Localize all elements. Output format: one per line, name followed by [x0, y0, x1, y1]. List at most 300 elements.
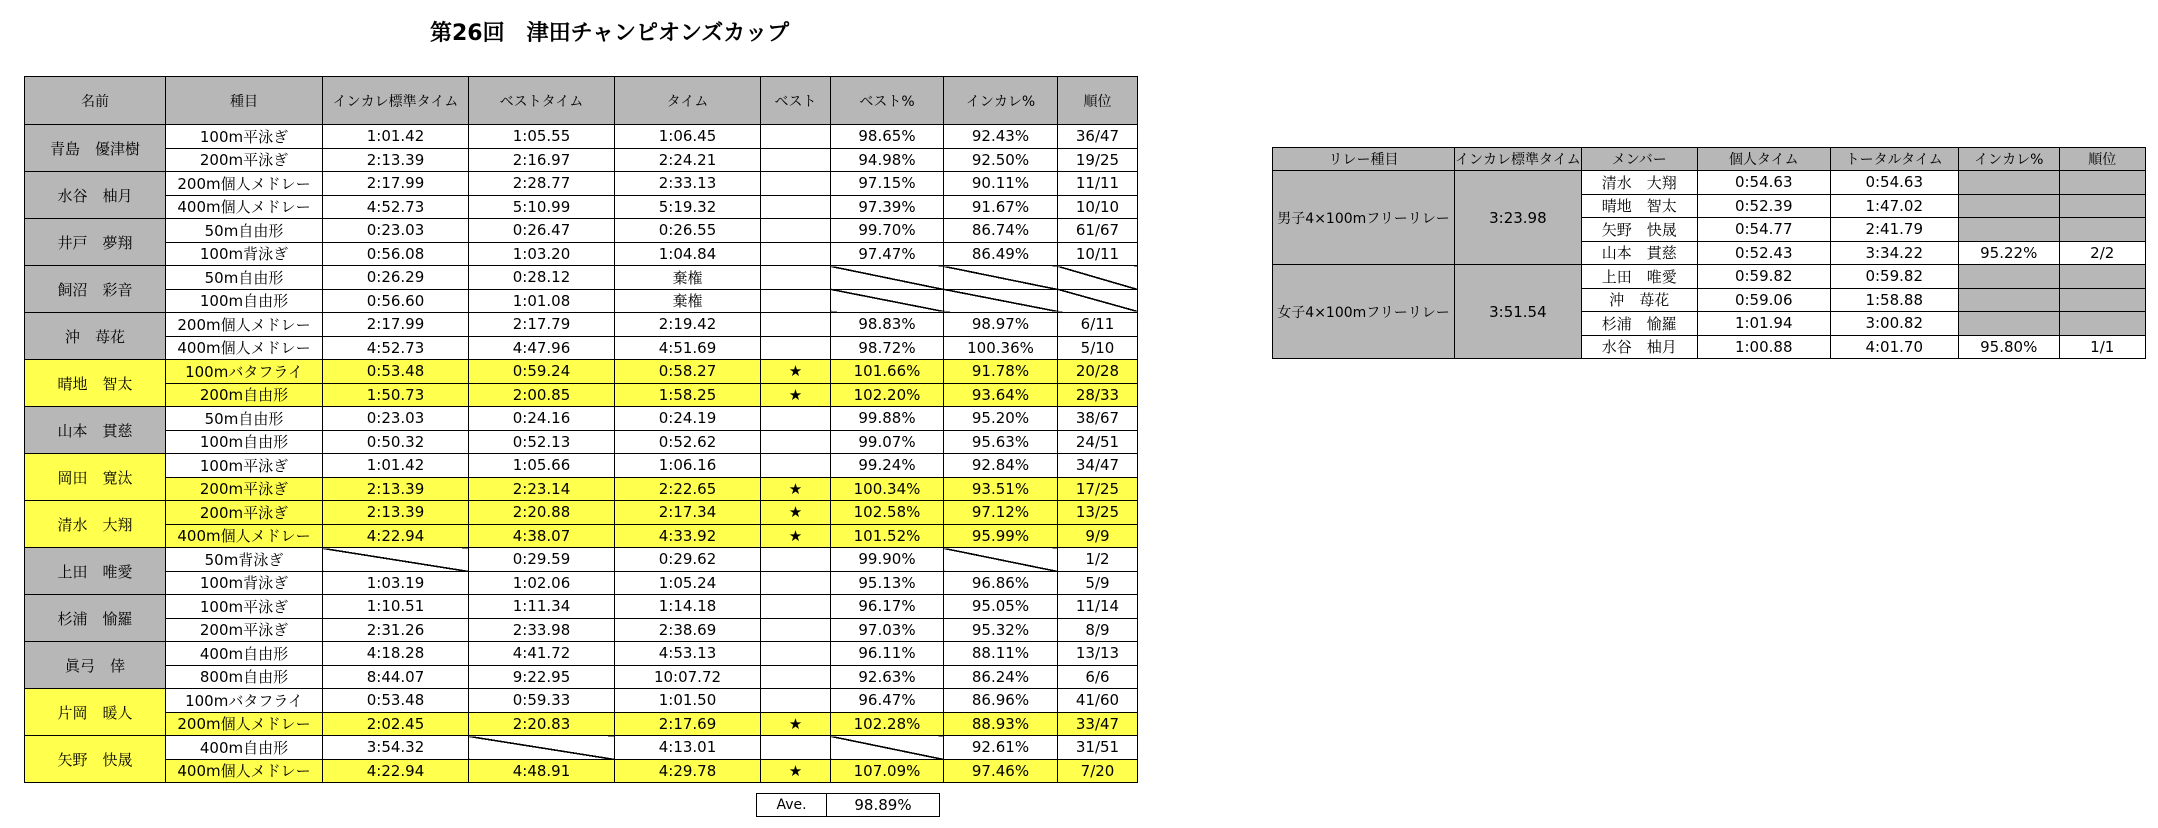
cell-std: 1:01.42	[323, 125, 469, 149]
cell-rank: 20/28	[1058, 360, 1138, 384]
cell-bestpct: 99.90%	[831, 548, 944, 572]
cell-incpct: 91.67%	[944, 195, 1058, 219]
cell-star	[761, 172, 831, 196]
cell-std: 0:56.60	[323, 289, 469, 313]
cell-bestpct: 98.65%	[831, 125, 944, 149]
relay-event: 男子4×100mフリーリレー	[1273, 171, 1455, 265]
cell-incpct: 93.51%	[944, 477, 1058, 501]
cell-best: 0:52.13	[469, 430, 615, 454]
cell-best: 4:41.72	[469, 642, 615, 666]
cell-star	[761, 125, 831, 149]
relay-col-header: インカレ標準タイム	[1455, 148, 1582, 171]
cell-rank: 5/9	[1058, 571, 1138, 595]
cell-bestpct: 92.63%	[831, 665, 944, 689]
cell-bestpct: 96.17%	[831, 595, 944, 619]
cell-best: 0:59.33	[469, 689, 615, 713]
cell-event: 50m自由形	[166, 266, 323, 290]
cell-bestpct: 97.39%	[831, 195, 944, 219]
cell-best: 0:59.24	[469, 360, 615, 384]
cell-bestpct	[831, 266, 944, 290]
cell-event: 400m自由形	[166, 642, 323, 666]
cell-incpct: 92.84%	[944, 454, 1058, 478]
cell-best: 1:05.66	[469, 454, 615, 478]
cell-event: 100m平泳ぎ	[166, 125, 323, 149]
cell-time: 4:33.92	[615, 524, 761, 548]
cell-event: 50m背泳ぎ	[166, 548, 323, 572]
cell-rank: 7/20	[1058, 759, 1138, 783]
cell-best: 4:47.96	[469, 336, 615, 360]
swimmer-name: 沖 苺花	[25, 313, 166, 360]
cell-star	[761, 195, 831, 219]
relay-split: 0:54.77	[1697, 218, 1830, 242]
cell-time: 1:04.84	[615, 242, 761, 266]
cell-incpct: 88.93%	[944, 712, 1058, 736]
cell-time: 0:58.27	[615, 360, 761, 384]
cell-std: 4:52.73	[323, 336, 469, 360]
cell-bestpct: 102.58%	[831, 501, 944, 525]
cell-time: 2:17.34	[615, 501, 761, 525]
cell-best: 2:33.98	[469, 618, 615, 642]
cell-time: 1:01.50	[615, 689, 761, 713]
cell-rank: 36/47	[1058, 125, 1138, 149]
cell-time: 2:19.42	[615, 313, 761, 337]
cell-star	[761, 736, 831, 760]
cell-star	[761, 595, 831, 619]
cell-time: 1:58.25	[615, 383, 761, 407]
swimmer-name: 上田 唯愛	[25, 548, 166, 595]
cell-event: 100m自由形	[166, 430, 323, 454]
table-row	[25, 360, 1138, 384]
cell-event: 400m個人メドレー	[166, 524, 323, 548]
cell-std: 2:17.99	[323, 172, 469, 196]
relay-total: 4:01.70	[1830, 335, 1958, 359]
cell-std: 1:10.51	[323, 595, 469, 619]
table-row	[25, 148, 1138, 172]
cell-event: 100mバタフライ	[166, 689, 323, 713]
relay-empty-cell	[1958, 194, 2059, 218]
average-label: Ave.	[757, 794, 827, 817]
cell-bestpct: 101.52%	[831, 524, 944, 548]
relay-member: 山本 貫慈	[1581, 241, 1697, 265]
table-row	[25, 548, 1138, 572]
relay-split: 0:59.06	[1697, 288, 1830, 312]
cell-std: 2:13.39	[323, 501, 469, 525]
cell-std: 0:53.48	[323, 360, 469, 384]
cell-best: 0:24.16	[469, 407, 615, 431]
relay-empty-cell	[2059, 265, 2145, 289]
cell-incpct: 88.11%	[944, 642, 1058, 666]
swimmer-name: 井戸 夢翔	[25, 219, 166, 266]
cell-incpct: 86.49%	[944, 242, 1058, 266]
relay-empty-cell	[1958, 171, 2059, 195]
average-value: 98.89%	[827, 794, 940, 817]
cell-incpct: 95.99%	[944, 524, 1058, 548]
cell-rank: 9/9	[1058, 524, 1138, 548]
cell-event: 100mバタフライ	[166, 360, 323, 384]
table-row	[25, 571, 1138, 595]
cell-rank: 31/51	[1058, 736, 1138, 760]
swimmer-name: 岡田 寛汰	[25, 454, 166, 501]
cell-std: 0:53.48	[323, 689, 469, 713]
relay-split: 0:52.43	[1697, 241, 1830, 265]
cell-star	[761, 548, 831, 572]
cell-rank: 1/2	[1058, 548, 1138, 572]
cell-incpct: 86.74%	[944, 219, 1058, 243]
cell-std: 0:23.03	[323, 219, 469, 243]
cell-star	[761, 219, 831, 243]
relay-empty-cell	[1958, 288, 2059, 312]
relay-row	[1273, 265, 2146, 289]
cell-event: 100m背泳ぎ	[166, 242, 323, 266]
col-header: ベスト%	[831, 77, 944, 125]
cell-std: 4:52.73	[323, 195, 469, 219]
cell-event: 200m平泳ぎ	[166, 501, 323, 525]
cell-bestpct: 97.15%	[831, 172, 944, 196]
average-table	[756, 793, 940, 817]
table-row	[25, 642, 1138, 666]
table-row	[25, 736, 1138, 760]
cell-best	[469, 736, 615, 760]
cell-std: 1:03.19	[323, 571, 469, 595]
cell-best: 2:28.77	[469, 172, 615, 196]
cell-event: 200m個人メドレー	[166, 172, 323, 196]
cell-rank: 10/11	[1058, 242, 1138, 266]
cell-rank: 61/67	[1058, 219, 1138, 243]
col-header: インカレ標準タイム	[323, 77, 469, 125]
relay-member: 清水 大翔	[1581, 171, 1697, 195]
cell-rank: 19/25	[1058, 148, 1138, 172]
relay-total: 2:41.79	[1830, 218, 1958, 242]
cell-rank: 34/47	[1058, 454, 1138, 478]
cell-best: 0:29.59	[469, 548, 615, 572]
cell-best: 2:23.14	[469, 477, 615, 501]
cell-star	[761, 289, 831, 313]
cell-time: 10:07.72	[615, 665, 761, 689]
cell-std: 4:22.94	[323, 524, 469, 548]
table-row	[25, 242, 1138, 266]
swimmer-name: 水谷 柚月	[25, 172, 166, 219]
cell-rank: 17/25	[1058, 477, 1138, 501]
table-row	[25, 430, 1138, 454]
cell-incpct: 92.61%	[944, 736, 1058, 760]
swimmer-name: 矢野 快晟	[25, 736, 166, 783]
cell-star	[761, 689, 831, 713]
cell-std: 2:13.39	[323, 148, 469, 172]
cell-std: 0:56.08	[323, 242, 469, 266]
cell-star: ★	[761, 383, 831, 407]
cell-bestpct: 95.13%	[831, 571, 944, 595]
relay-table	[1272, 147, 2146, 359]
cell-incpct: 92.50%	[944, 148, 1058, 172]
cell-bestpct: 96.47%	[831, 689, 944, 713]
cell-incpct: 91.78%	[944, 360, 1058, 384]
cell-event: 800m自由形	[166, 665, 323, 689]
cell-rank: 13/25	[1058, 501, 1138, 525]
cell-time: 4:51.69	[615, 336, 761, 360]
col-header: タイム	[615, 77, 761, 125]
cell-best: 4:48.91	[469, 759, 615, 783]
table-row	[25, 219, 1138, 243]
cell-star	[761, 571, 831, 595]
cell-rank: 8/9	[1058, 618, 1138, 642]
relay-member: 上田 唯愛	[1581, 265, 1697, 289]
swimmer-name: 眞弓 倖	[25, 642, 166, 689]
cell-incpct: 100.36%	[944, 336, 1058, 360]
cell-star: ★	[761, 360, 831, 384]
table-row	[25, 407, 1138, 431]
cell-std: 2:02.45	[323, 712, 469, 736]
table-row	[25, 501, 1138, 525]
table-row	[25, 595, 1138, 619]
relay-col-header: メンバー	[1581, 148, 1697, 171]
relay-total: 3:34.22	[1830, 241, 1958, 265]
cell-best: 1:03.20	[469, 242, 615, 266]
cell-best: 1:02.06	[469, 571, 615, 595]
cell-incpct: 93.64%	[944, 383, 1058, 407]
cell-time: 2:33.13	[615, 172, 761, 196]
relay-col-header: 順位	[2059, 148, 2145, 171]
relay-row	[1273, 171, 2146, 195]
cell-std: 8:44.07	[323, 665, 469, 689]
relay-std: 3:51.54	[1455, 265, 1582, 359]
cell-star: ★	[761, 501, 831, 525]
cell-event: 400m自由形	[166, 736, 323, 760]
cell-star	[761, 242, 831, 266]
cell-std: 0:23.03	[323, 407, 469, 431]
cell-time: 棄権	[615, 266, 761, 290]
relay-empty-cell	[2059, 194, 2145, 218]
table-row	[25, 618, 1138, 642]
relay-empty-cell	[2059, 288, 2145, 312]
cell-best: 2:00.85	[469, 383, 615, 407]
cell-std: 1:50.73	[323, 383, 469, 407]
table-row	[25, 477, 1138, 501]
relay-empty-cell	[1958, 218, 2059, 242]
table-row	[25, 266, 1138, 290]
cell-rank: 41/60	[1058, 689, 1138, 713]
relay-total: 1:58.88	[1830, 288, 1958, 312]
cell-bestpct: 98.72%	[831, 336, 944, 360]
relay-member: 矢野 快晟	[1581, 218, 1697, 242]
relay-empty-cell	[2059, 218, 2145, 242]
relay-event: 女子4×100mフリーリレー	[1273, 265, 1455, 359]
cell-event: 400m個人メドレー	[166, 195, 323, 219]
cell-star	[761, 148, 831, 172]
cell-rank: 11/11	[1058, 172, 1138, 196]
cell-incpct: 98.97%	[944, 313, 1058, 337]
cell-incpct: 92.43%	[944, 125, 1058, 149]
cell-time: 0:24.19	[615, 407, 761, 431]
cell-time: 1:05.24	[615, 571, 761, 595]
relay-member: 晴地 智太	[1581, 194, 1697, 218]
cell-bestpct: 107.09%	[831, 759, 944, 783]
cell-incpct	[944, 266, 1058, 290]
cell-rank: 10/10	[1058, 195, 1138, 219]
cell-time: 0:52.62	[615, 430, 761, 454]
cell-event: 200m平泳ぎ	[166, 148, 323, 172]
cell-incpct: 86.96%	[944, 689, 1058, 713]
cell-best: 9:22.95	[469, 665, 615, 689]
swimmer-name: 山本 貫慈	[25, 407, 166, 454]
cell-std: 1:01.42	[323, 454, 469, 478]
cell-event: 400m個人メドレー	[166, 336, 323, 360]
relay-rank: 1/1	[2059, 335, 2145, 359]
cell-best: 2:20.88	[469, 501, 615, 525]
relay-std: 3:23.98	[1455, 171, 1582, 265]
cell-bestpct: 97.47%	[831, 242, 944, 266]
cell-bestpct: 99.07%	[831, 430, 944, 454]
cell-rank: 28/33	[1058, 383, 1138, 407]
relay-total: 0:54.63	[1830, 171, 1958, 195]
table-row	[25, 336, 1138, 360]
cell-time: 4:53.13	[615, 642, 761, 666]
cell-std: 2:31.26	[323, 618, 469, 642]
col-header: ベスト	[761, 77, 831, 125]
cell-event: 100m平泳ぎ	[166, 595, 323, 619]
relay-total: 0:59.82	[1830, 265, 1958, 289]
cell-time: 棄権	[615, 289, 761, 313]
cell-star: ★	[761, 712, 831, 736]
cell-star	[761, 313, 831, 337]
cell-best: 1:05.55	[469, 125, 615, 149]
cell-star	[761, 430, 831, 454]
cell-std: 4:18.28	[323, 642, 469, 666]
table-row	[25, 665, 1138, 689]
col-header: ベストタイム	[469, 77, 615, 125]
cell-time: 0:29.62	[615, 548, 761, 572]
swimmer-name: 青島 優津樹	[25, 125, 166, 172]
cell-bestpct: 99.88%	[831, 407, 944, 431]
relay-incpct: 95.22%	[1958, 241, 2059, 265]
cell-event: 100m平泳ぎ	[166, 454, 323, 478]
relay-split: 1:01.94	[1697, 312, 1830, 336]
table-row	[25, 172, 1138, 196]
relay-col-header: リレー種目	[1273, 148, 1455, 171]
swimmer-name: 晴地 智太	[25, 360, 166, 407]
cell-bestpct	[831, 289, 944, 313]
cell-time: 2:17.69	[615, 712, 761, 736]
table-row	[25, 289, 1138, 313]
table-row	[25, 454, 1138, 478]
cell-star: ★	[761, 759, 831, 783]
table-row	[25, 195, 1138, 219]
cell-incpct: 95.20%	[944, 407, 1058, 431]
col-header: 順位	[1058, 77, 1138, 125]
cell-std	[323, 548, 469, 572]
cell-incpct: 97.46%	[944, 759, 1058, 783]
cell-std: 0:26.29	[323, 266, 469, 290]
relay-split: 0:52.39	[1697, 194, 1830, 218]
cell-event: 100m自由形	[166, 289, 323, 313]
cell-event: 100m背泳ぎ	[166, 571, 323, 595]
cell-star	[761, 642, 831, 666]
relay-header-row	[1273, 148, 2146, 171]
cell-time: 5:19.32	[615, 195, 761, 219]
swimmer-name: 杉浦 愉羅	[25, 595, 166, 642]
cell-bestpct: 98.83%	[831, 313, 944, 337]
cell-best: 1:01.08	[469, 289, 615, 313]
cell-std: 2:17.99	[323, 313, 469, 337]
cell-rank: 11/14	[1058, 595, 1138, 619]
cell-bestpct: 102.28%	[831, 712, 944, 736]
cell-best: 2:20.83	[469, 712, 615, 736]
table-row	[25, 712, 1138, 736]
cell-time: 4:29.78	[615, 759, 761, 783]
cell-bestpct: 97.03%	[831, 618, 944, 642]
relay-member: 杉浦 愉羅	[1581, 312, 1697, 336]
cell-star: ★	[761, 477, 831, 501]
relay-empty-cell	[2059, 312, 2145, 336]
cell-rank: 5/10	[1058, 336, 1138, 360]
relay-split: 0:54.63	[1697, 171, 1830, 195]
relay-incpct: 95.80%	[1958, 335, 2059, 359]
cell-bestpct: 94.98%	[831, 148, 944, 172]
cell-time: 4:13.01	[615, 736, 761, 760]
relay-empty-cell	[1958, 265, 2059, 289]
relay-empty-cell	[1958, 312, 2059, 336]
cell-time: 2:22.65	[615, 477, 761, 501]
table-row	[25, 125, 1138, 149]
cell-incpct: 95.63%	[944, 430, 1058, 454]
relay-split: 0:59.82	[1697, 265, 1830, 289]
cell-star	[761, 665, 831, 689]
cell-bestpct	[831, 736, 944, 760]
relay-split: 1:00.88	[1697, 335, 1830, 359]
cell-best: 4:38.07	[469, 524, 615, 548]
cell-rank: 38/67	[1058, 407, 1138, 431]
cell-rank	[1058, 289, 1138, 313]
cell-best: 5:10.99	[469, 195, 615, 219]
cell-event: 200m自由形	[166, 383, 323, 407]
col-header: 種目	[166, 77, 323, 125]
cell-best: 0:26.47	[469, 219, 615, 243]
results-header-row	[25, 77, 1138, 125]
cell-incpct: 95.32%	[944, 618, 1058, 642]
swimmer-name: 片岡 暖人	[25, 689, 166, 736]
cell-rank	[1058, 266, 1138, 290]
col-header: 名前	[25, 77, 166, 125]
cell-star	[761, 266, 831, 290]
cell-time: 1:06.16	[615, 454, 761, 478]
cell-event: 200m個人メドレー	[166, 313, 323, 337]
cell-event: 200m平泳ぎ	[166, 618, 323, 642]
cell-time: 2:38.69	[615, 618, 761, 642]
cell-bestpct: 100.34%	[831, 477, 944, 501]
cell-incpct: 86.24%	[944, 665, 1058, 689]
cell-event: 400m個人メドレー	[166, 759, 323, 783]
cell-time: 0:26.55	[615, 219, 761, 243]
relay-total: 1:47.02	[1830, 194, 1958, 218]
cell-incpct	[944, 289, 1058, 313]
table-row	[25, 383, 1138, 407]
relay-total: 3:00.82	[1830, 312, 1958, 336]
page-title: 第26回 津田チャンピオンズカップ	[430, 21, 790, 46]
cell-std: 2:13.39	[323, 477, 469, 501]
cell-best: 2:17.79	[469, 313, 615, 337]
relay-col-header: インカレ%	[1958, 148, 2059, 171]
cell-event: 200m個人メドレー	[166, 712, 323, 736]
cell-rank: 13/13	[1058, 642, 1138, 666]
cell-star	[761, 336, 831, 360]
table-row	[25, 313, 1138, 337]
table-row	[25, 524, 1138, 548]
cell-time: 1:14.18	[615, 595, 761, 619]
cell-star	[761, 454, 831, 478]
cell-std: 3:54.32	[323, 736, 469, 760]
cell-incpct: 96.86%	[944, 571, 1058, 595]
cell-star	[761, 618, 831, 642]
relay-rank: 2/2	[2059, 241, 2145, 265]
